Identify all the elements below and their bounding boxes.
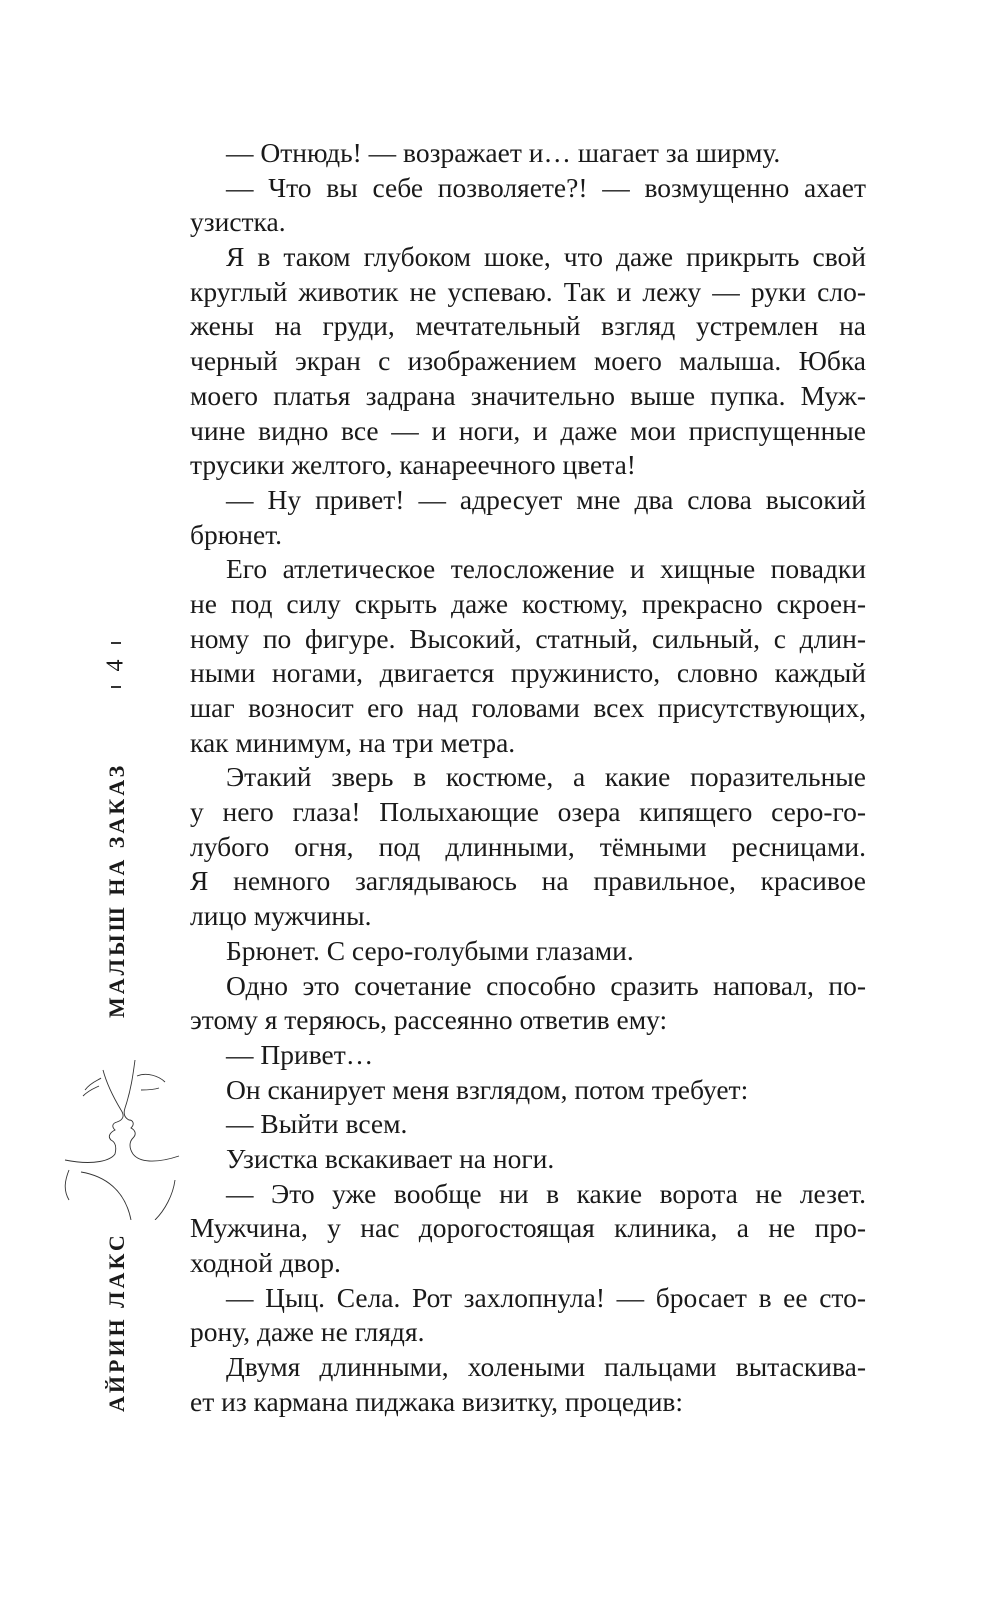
text-line: рону, даже не глядя.: [190, 1316, 425, 1348]
text-line: не под силу скрыть даже костюму, прекрасно скроен-: [190, 587, 866, 619]
text-line: чине видно все — и ноги, и даже мои приспущенные: [190, 414, 866, 446]
text-line: Его атлетическое телосложение и хищные повадки: [226, 553, 866, 585]
text-line: — Ну привет! — адресует мне два слова высокий: [226, 483, 866, 515]
text-line: у него глаза! Полыхающие озера кипящего серо-го-: [190, 796, 866, 828]
text-line: Двумя длинными, холеными пальцами вытаскива-: [226, 1351, 866, 1383]
page-number: 4: [102, 659, 129, 671]
text-line: трусики желтого, канареечного цвета!: [190, 449, 636, 481]
text-line: Я в таком глубоком шоке, что даже прикрыть свой: [226, 241, 866, 273]
kissing-faces-illustration-icon: [55, 1050, 185, 1220]
text-line: узистка.: [190, 206, 286, 238]
text-line: ходной двор.: [190, 1247, 341, 1278]
text-line: — Привет…: [226, 1038, 374, 1070]
text-line: — Что вы себе позволяете?! — возмущенно ахает: [226, 171, 866, 203]
text-line: лубого огня, под длинными, тёмными ресницами.: [190, 830, 866, 862]
text-line: жены на груди, мечтательный взгляд устремлен на: [190, 310, 866, 342]
text-line: черный экран с изображением моего малыша. Юбка: [190, 345, 866, 377]
text-line: Узистка вскакивает на ноги.: [226, 1142, 555, 1174]
text-line: ет из кармана пиджака визитку, процедив:: [190, 1385, 684, 1417]
page-number-marker: [104, 640, 128, 690]
body-text: [190, 136, 866, 1419]
text-line: круглый животик не успеваю. Так и лежу — руки сло-: [190, 275, 866, 307]
text-line: Он сканирует меня взглядом, потом требует:: [226, 1073, 749, 1105]
text-line: брюнет.: [190, 518, 283, 550]
text-line: Я немного заглядываюсь на правильное, красивое: [190, 865, 866, 897]
text-line: ными ногами, двигается пружинисто, словно каждый: [190, 657, 866, 689]
text-line: — Отнюдь! — возражает и… шагает за ширму.: [226, 137, 781, 168]
text-line: лицо мужчины.: [190, 900, 372, 932]
text-line: как минимум, на три метра.: [190, 726, 516, 758]
text-line: — Это уже вообще ни в какие ворота не лезет.: [226, 1177, 866, 1209]
text-line: этому я теряюсь, рассеянно ответив ему:: [190, 1004, 668, 1036]
text-line: Брюнет. С серо-голубыми глазами.: [226, 934, 634, 966]
text-line: Этакий зверь в костюме, а какие поразительные: [226, 761, 866, 793]
running-head-book-title: МАЛЫШ НА ЗАКАЗ: [104, 762, 129, 1018]
text-line: — Выйти всем.: [226, 1108, 408, 1140]
text-line: шаг возносит его над головами всех присутствующих,: [190, 692, 866, 723]
text-line: Одно это сочетание способно сразить наповал, по-: [226, 969, 866, 1001]
page-number-rule-bottom: [111, 686, 121, 688]
text-line: ному по фигуре. Высокий, статный, сильный, с длин-: [190, 622, 866, 654]
text-line: моего платья задрана значительно выше пупка. Муж-: [190, 379, 866, 411]
text-line: Мужчина, у нас дорогостоящая клиника, а не про-: [190, 1212, 866, 1244]
text-line: — Цыц. Села. Рот захлопнула! — бросает в ее сто-: [226, 1281, 866, 1313]
running-head-author: АЙРИН ЛАКС: [104, 1232, 129, 1412]
